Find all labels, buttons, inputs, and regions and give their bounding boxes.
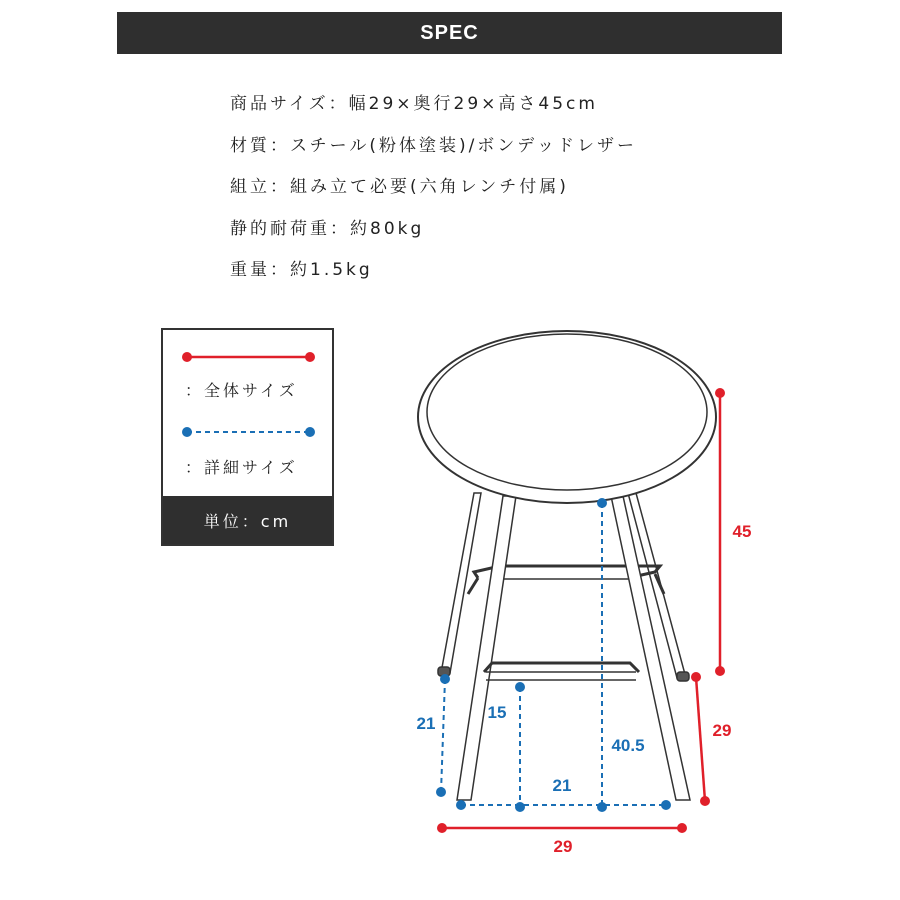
dim-depth-29: 29 [712,721,732,740]
unit-label: 単位：cm [203,511,292,531]
dim-footrest-15: 15 [487,703,507,722]
spec-weight: 重量：約1.5kg [230,260,373,280]
legend-overall-label: ：全体サイズ [185,381,298,400]
overall-depth-dimension [691,672,731,806]
spec-size: 商品サイズ：幅29×奥行29×高さ45cm [230,94,598,114]
detail-footrest-height-dimension [488,682,525,807]
stool-illustration [418,331,716,800]
overall-width-dimension [437,823,687,856]
spec-load: 静的耐荷重：約80kg [230,218,425,239]
spec-assembly: 組立：組み立て必要(六角レンチ付属) [230,177,569,197]
detail-inner-width-dimension [456,776,671,812]
spec-material: 材質：スチール(粉体塗装)/ボンデッドレザー [230,135,637,156]
dim-seat-40-5: 40.5 [611,736,645,755]
stool-footrest [484,663,639,680]
dim-width-29: 29 [553,837,573,856]
overall-height-dimension [715,388,751,676]
dim-inner-width-21: 21 [552,776,572,795]
dim-height-45: 45 [732,522,752,541]
stool-front-legs [457,496,690,800]
detail-leg-depth-dimension [417,674,450,797]
legend-detail-label: ：詳細サイズ [185,458,298,477]
spec-title: SPEC [420,21,479,44]
stool-seat [418,331,716,503]
dim-leg-depth-21: 21 [416,714,436,733]
